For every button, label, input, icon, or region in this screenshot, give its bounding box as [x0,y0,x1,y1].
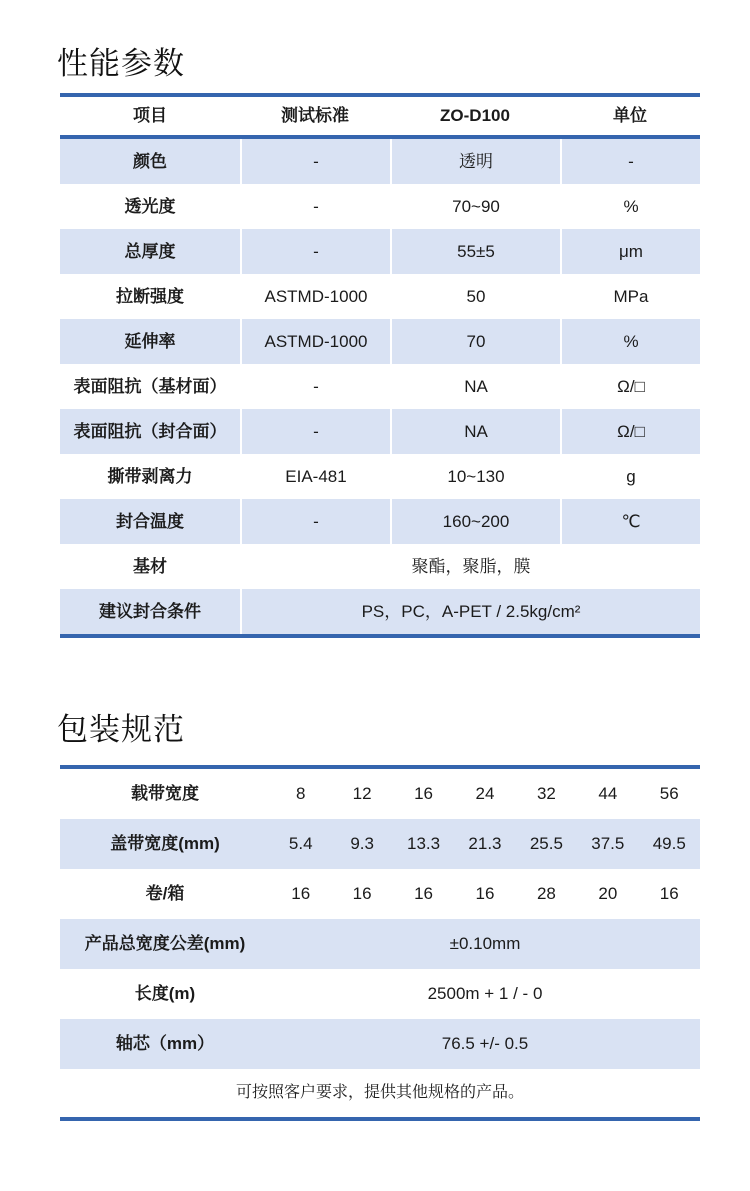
row-value: 28 [536,884,556,903]
header-model: ZO-D100 [440,106,510,125]
performance-table-row [60,589,700,634]
row-value: 25.5 [529,834,563,853]
row-value: 56 [659,784,679,803]
row-unit: - [560,139,700,184]
row-test-standard: - [240,229,390,274]
row-model-value: NA [390,409,560,454]
row-item-label: 撕带剥离力 [107,467,193,486]
row-value: 16 [291,884,311,903]
performance-table-header [60,97,700,135]
row-model-value: 透明 [390,139,560,184]
row-item-label: 颜色 [133,152,167,171]
row-value: 37.5 [591,834,625,853]
row-model-value: 55±5 [390,229,560,274]
row-model-value: NA [390,364,560,409]
row-item-label: 拉断强度 [116,287,184,306]
packaging-table-row [60,919,700,969]
header-test-standard: 测试标准 [281,106,349,125]
row-item-label: 封合温度 [116,512,184,531]
performance-table-row [60,454,700,499]
header-item: 项目 [133,106,167,125]
row-item-label: 延伸率 [124,332,176,351]
packaging-note: 可按照客户要求，提供其他规格的产品。 [60,1069,700,1117]
row-value: 24 [475,784,495,803]
row-merged-value: 聚酯，聚脂，膜 [240,544,700,589]
packaging-section-title: 包装规范 [57,711,185,747]
row-value: 20 [598,884,618,903]
row-model-value: 70~90 [390,184,560,229]
row-value: 21.3 [468,834,502,853]
performance-table-row [60,319,700,364]
row-value: 5.4 [288,834,313,853]
row-merged-value: PS，PC，A-PET / 2.5kg/cm² [240,589,700,634]
row-value: 16 [475,884,495,903]
row-label: 卷/箱 [145,884,185,903]
row-item-label: 建议封合条件 [99,602,201,621]
row-unit: g [560,454,700,499]
row-merged-value: 2500m + 1 / - 0 [427,984,543,1003]
performance-table-row [60,139,700,184]
row-unit: μm [560,229,700,274]
row-label: 长度(m) [134,984,196,1003]
row-test-standard: - [240,139,390,184]
packaging-table-row [60,769,700,819]
row-test-standard: EIA-481 [240,454,390,499]
row-test-standard: - [240,184,390,229]
row-item-label: 基材 [133,557,167,576]
row-test-standard: ASTMD-1000 [240,274,390,319]
row-value: 16 [352,884,372,903]
row-test-standard: - [240,364,390,409]
row-unit: % [560,319,700,364]
row-value: 9.3 [350,834,374,853]
row-value: 16 [414,884,434,903]
header-unit: 单位 [613,106,647,125]
packaging-table [60,765,700,1121]
row-unit: % [560,184,700,229]
row-item-label: 总厚度 [124,242,176,261]
row-label: 载带宽度 [131,784,199,803]
performance-table-row [60,274,700,319]
performance-table-row [60,364,700,409]
row-item-label: 表面阻抗（封合面） [73,422,227,441]
row-item-label: 表面阻抗（基材面） [73,377,227,396]
row-unit: Ω/□ [560,364,700,409]
row-value: 13.3 [407,834,441,853]
packaging-table-body [60,769,700,1069]
row-test-standard: - [240,499,390,544]
row-merged-value: 76.5 +/- 0.5 [441,1034,529,1053]
row-model-value: 10~130 [390,454,560,499]
performance-section-title: 性能参数 [57,45,185,81]
row-value: 8 [295,784,306,803]
row-label: 产品总宽度公差(mm) [84,934,246,953]
packaging-table-row [60,819,700,869]
row-unit: ℃ [560,499,700,544]
row-value: 32 [536,784,556,803]
row-value: 16 [414,784,434,803]
row-unit: MPa [560,274,700,319]
row-unit: Ω/□ [560,409,700,454]
performance-table-row [60,499,700,544]
row-model-value: 160~200 [390,499,560,544]
performance-table-row [60,229,700,274]
row-label: 轴芯（mm） [115,1034,215,1053]
row-value: 12 [352,784,372,803]
row-model-value: 70 [390,319,560,364]
row-value: 16 [659,884,679,903]
row-value: 49.5 [652,834,686,853]
row-test-standard: ASTMD-1000 [240,319,390,364]
row-item-label: 透光度 [124,197,176,216]
packaging-table-row [60,869,700,919]
performance-table-body [60,139,700,634]
packaging-table-row [60,1019,700,1069]
performance-table-row [60,409,700,454]
row-label: 盖带宽度(mm) [110,834,220,853]
packaging-table-row [60,969,700,1019]
row-merged-value: ±0.10mm [449,934,521,953]
performance-table [60,93,700,638]
performance-table-row [60,184,700,229]
row-model-value: 50 [390,274,560,319]
row-value: 44 [598,784,618,803]
row-test-standard: - [240,409,390,454]
performance-table-row [60,544,700,589]
